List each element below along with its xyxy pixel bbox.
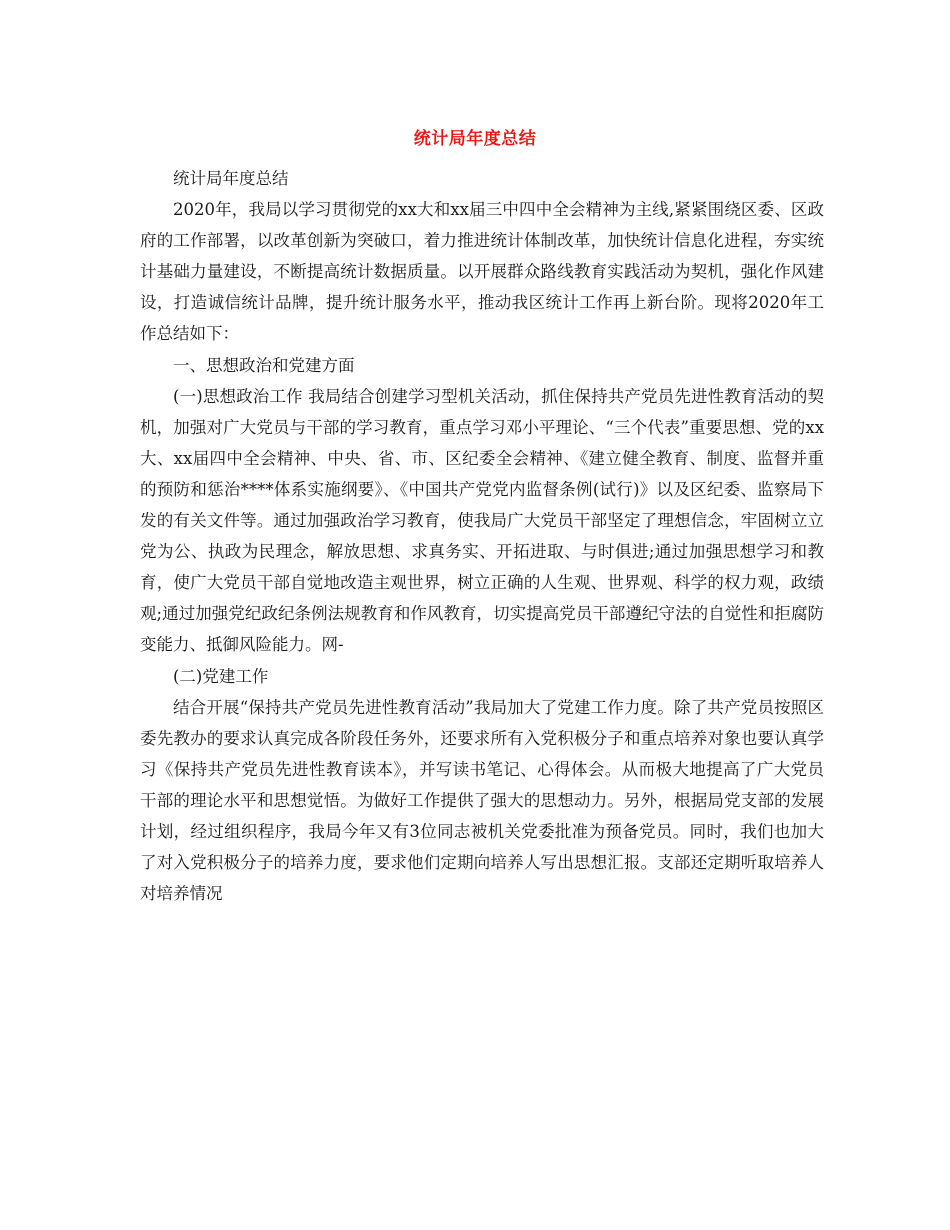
paragraph-ideological-work: (一)思想政治工作 我局结合创建学习型机关活动，抓住保持共产党员先进性教育活动的契机，加强对广大党员与干部的学习教育，重点学习邓小平理论、“三个代表”重要思想、党的xx大、xx届四中全会精神、中央、省、市、区纪委全会精神、《建立健全教育、制度、监督并重的预防和惩治****体系实施纲要》、《中国共产党党内监督条例(试行)》以及区纪委、监察局下发的有关文件等。通过加强政治学习教育，使我局广大党员干部坚定了理想信念，牢固树立立党为公、执政为民理念，解放思想、求真务实、开拓进取、与时俱进;通过加强思想学习和教育，使广大党员干部自觉地改造主观世界，树立正确的人生观、世界观、科学的权力观，政绩观;通过加强党纪政纪条例法规教育和作风教育，切实提高党员干部遵纪守法的自觉性和拒腐防变能力、抵御风险能力。网- bbox=[140, 386, 824, 655]
document-title: 统计局年度总结 bbox=[413, 129, 537, 149]
subsection-heading-party-building: (二)党建工作 bbox=[173, 666, 269, 686]
paragraph-heading: 统计局年度总结 bbox=[173, 169, 289, 188]
paragraph-party-building: 结合开展“保持共产党员先进性教育活动”我局加大了党建工作力度。除了共产党员按照区委先教办的要求认真完成各阶段任务外，还要求所有入党积极分子和重点培养对象也要认真学习《保持共产党员先进性教育读本》，并写读书笔记、心得体会。从而极大地提高了广大党员干部的理论水平和思想觉悟。为做好工作提供了强大的思想动力。另外，根据局党支部的发展计划，经过组织程序，我局今年又有3位同志被机关党委批准为预备党员。同时，我们也加大了对入党积极分子的培养力度，要求他们定期向培养人写出思想汇报。支部还定期听取培养人对培养情况 bbox=[140, 697, 824, 904]
document-body bbox=[140, 163, 824, 909]
section-heading-1: 一、思想政治和党建方面 bbox=[173, 355, 355, 375]
paragraph-intro: 2020年，我局以学习贯彻党的xx大和xx届三中四中全会精神为主线,紧紧围绕区委、区政府的工作部署，以改革创新为突破口，着力推进统计体制改革，加快统计信息化进程，夯实统计基础力量建设，不断提高统计数据质量。以开展群众路线教育实践活动为契机，强化作风建设，打造诚信统计品牌，提升统计服务水平，推动我区统计工作再上新台阶。现将2020年工作总结如下： bbox=[140, 200, 824, 344]
